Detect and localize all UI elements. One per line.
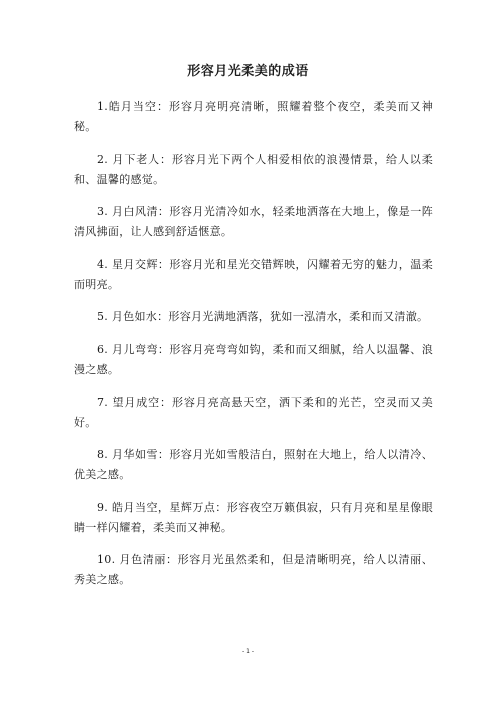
idiom-entry-1: 1.皓月当空：形容月亮明亮清晰，照耀着整个夜空，柔美而又神秘。 [74,100,433,133]
idiom-entry-2: 2. 月下老人：形容月光下两个人相爱相依的浪漫情景，给人以柔和、温馨的感觉。 [74,152,433,186]
idiom-entry-6: 6. 月儿弯弯：形容月亮弯弯如钩，柔和而又细腻，给人以温馨、浪漫之感。 [74,342,433,376]
idiom-entry-9: 9. 皓月当空，星辉万点：形容夜空万籁俱寂，只有月亮和星星像眼睛一样闪耀着，柔美而又神秘。 [74,500,433,534]
idiom-entry-3: 3. 月白风清：形容月光清冷如水，轻柔地洒落在大地上，像是一阵清风拂面，让人感到舒适惬意。 [74,205,433,239]
document-title: 形容月光柔美的成语 [187,64,309,79]
idiom-entry-7: 7. 望月成空：形容月亮高悬天空，洒下柔和的光芒，空灵而又美好。 [74,395,433,429]
idiom-entry-5: 5. 月色如水：形容月光满地洒落，犹如一泓清水，柔和而又清澈。 [97,310,429,324]
page-number: - 1 - [242,648,254,655]
idiom-entry-8: 8. 月华如雪：形容月光如雪般洁白，照射在大地上，给人以清冷、优美之感。 [74,448,433,482]
idiom-entry-10: 10. 月色清丽：形容月光虽然柔和，但是清晰明亮，给人以清丽、秀美之感。 [74,553,433,587]
idiom-list [74,97,433,603]
idiom-entry-4: 4. 星月交辉：形容月光和星光交错辉映，闪耀着无穷的魅力，温柔而明亮。 [74,257,433,291]
